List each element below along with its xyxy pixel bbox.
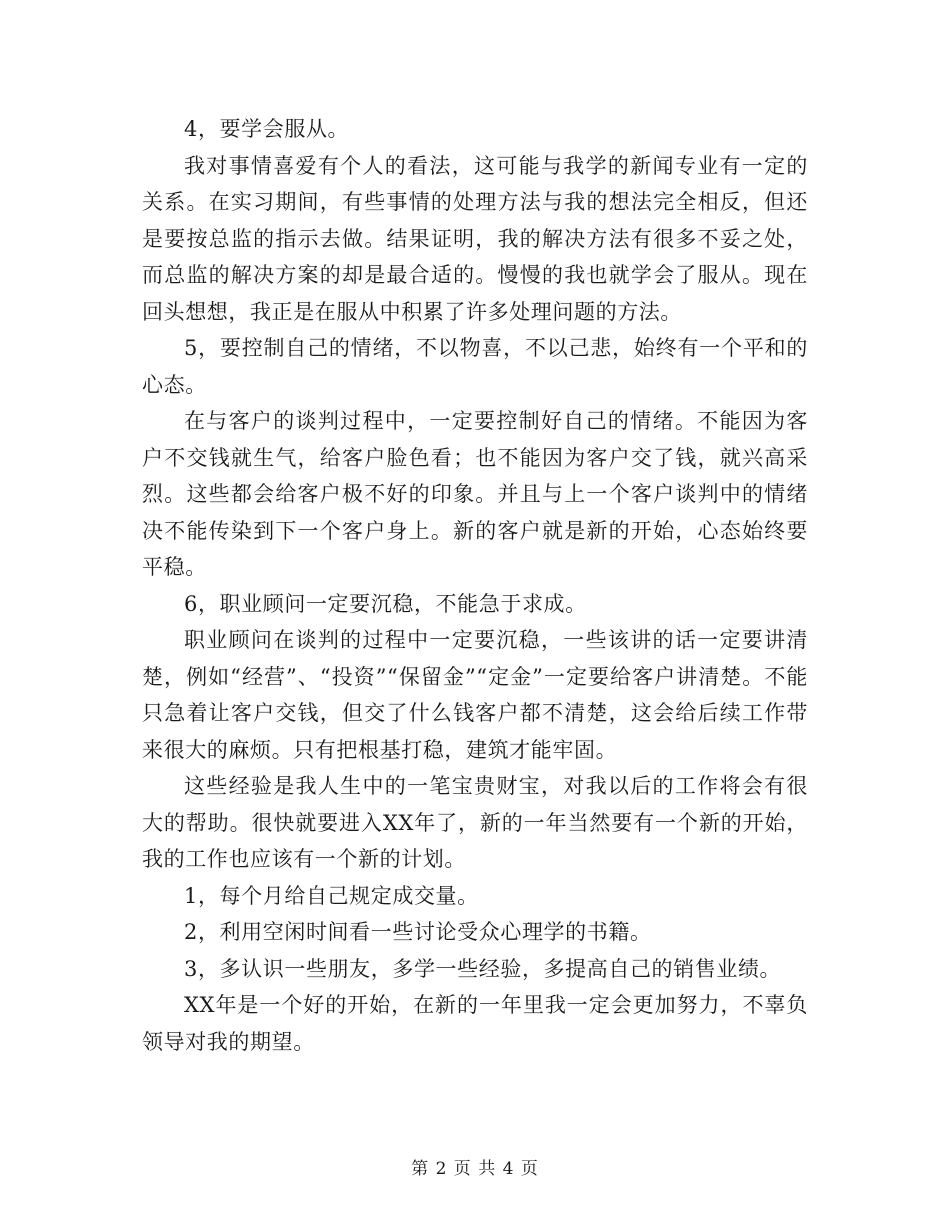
paragraph-emotion-control: 在与客户的谈判过程中，一定要控制好自己的情绪。不能因为客户不交钱就生气，给客户脸色看；也不能因为客户交了钱，就兴高采烈。这些都会给客户极不好的印象。并且与上一个客户谈判中的情绪决不能传染到下一个客户身上。新的客户就是新的开始，心态始终要平稳。 xyxy=(142,409,808,579)
paragraph-plan-2: 2，利用空闲时间看一些讨论受众心理学的书籍。 xyxy=(184,920,652,944)
paragraph-plan-1: 1，每个月给自己规定成交量。 xyxy=(184,883,479,908)
paragraph-item-6-heading: 6，职业顾问一定要沉稳，不能急于求成。 xyxy=(184,591,587,616)
paragraph-steady-negotiation: 职业顾问在谈判的过程中一定要沉稳，一些该讲的话一定要讲清楚，例如“经营”、“投资”“保留金”“定金”一定要给客户讲清楚。不能只急着让客户交钱，但交了什么钱客户都不清楚，这会给后续工作带来很大的麻烦。只有把根基打稳，建筑才能牢固。 xyxy=(142,628,808,762)
paragraph-item-4-heading: 4，要学会服从。 xyxy=(184,117,350,141)
paragraph-closing: XX年是一个好的开始，在新的一年里我一定会更加努力，不辜负领导对我的期望。 xyxy=(142,993,808,1054)
paragraph-item-5-heading: 5，要控制自己的情绪，不以物喜，不以己悲，始终有一个平和的心态。 xyxy=(142,336,808,397)
paragraph-plan-3: 3，多认识一些朋友，多学一些经验，多提高自己的销售业绩。 xyxy=(184,956,782,981)
paragraph-obedience: 我对事情喜爱有个人的看法，这可能与我学的新闻专业有一定的关系。在实习期间，有些事情的处理方法与我的想法完全相反，但还是要按总监的指示去做。结果证明，我的解决方法有很多不妥之处，而总监的解决方案的却是最合适的。慢慢的我也就学会了服从。现在回头想想，我正是在服从中积累了许多处理问题的方法。 xyxy=(142,153,808,324)
paragraph-experience-summary: 这些经验是我人生中的一笔宝贵财宝，对我以后的工作将会有很大的帮助。很快就要进入XX年了，新的一年当然要有一个新的开始，我的工作也应该有一个新的计划。 xyxy=(142,774,808,871)
page-footer: 第 2 页 共 4 页 xyxy=(411,1159,539,1179)
body-text xyxy=(142,111,808,1060)
